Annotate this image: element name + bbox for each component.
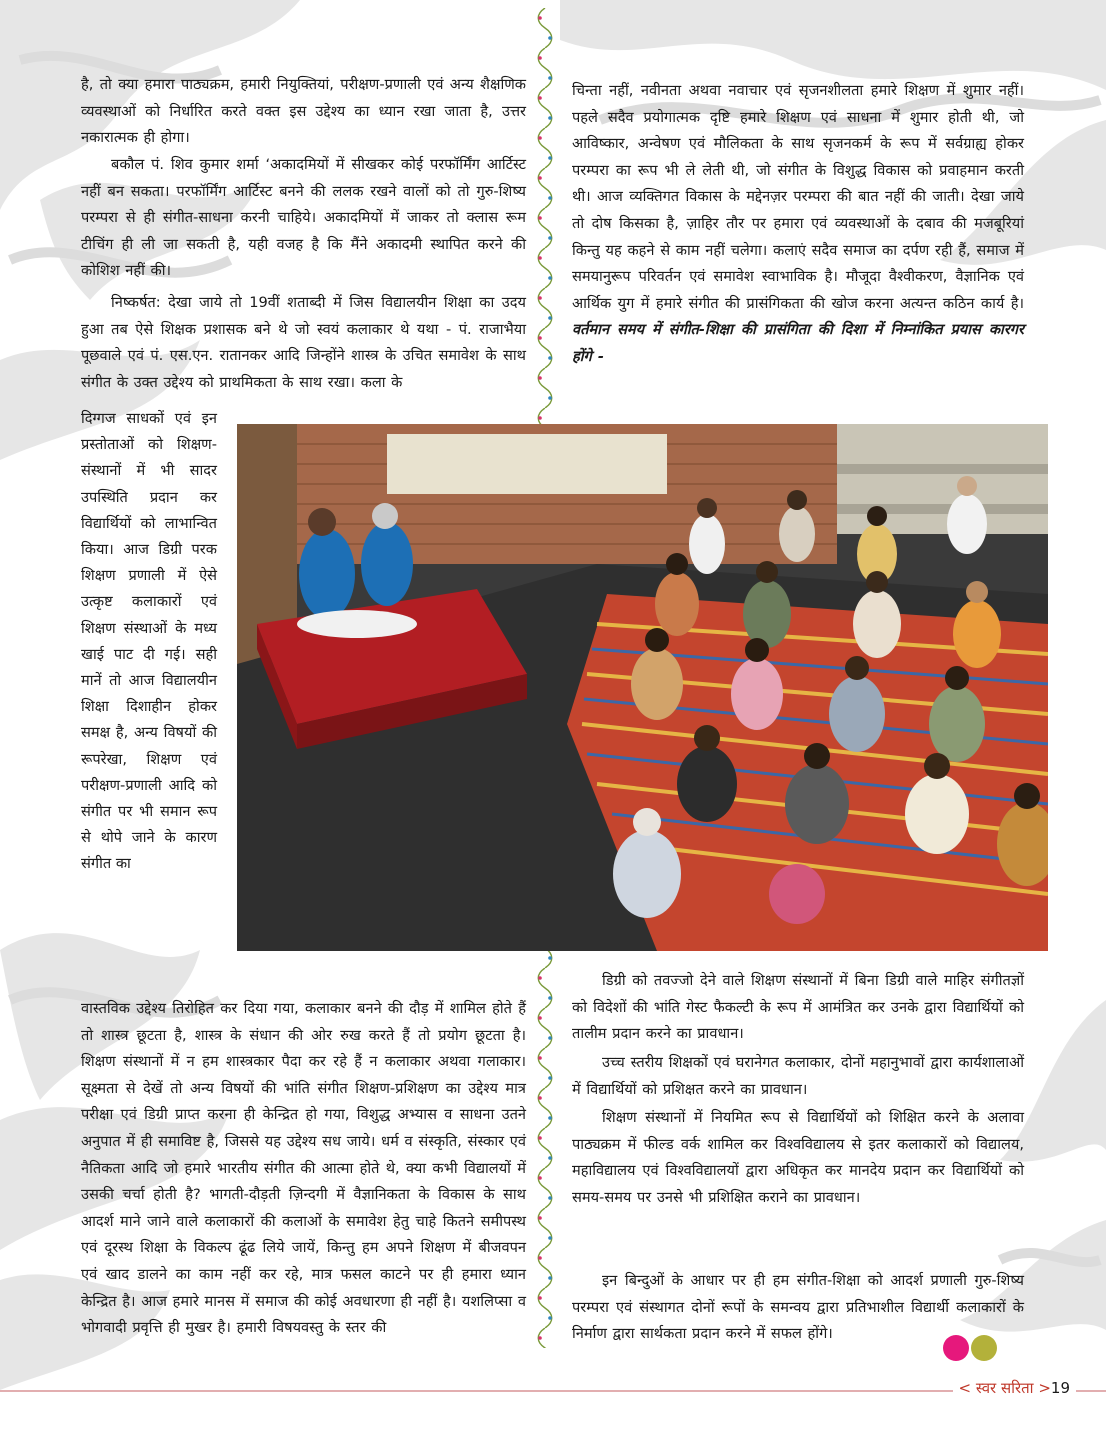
right-paragraph-5: इन बिन्दुओं के आधार पर ही हम संगीत-शिक्षा को आदर्श प्रणाली गुरु-शिष्य परम्परा एवं संस्थागत दोनों रूपों के समन्वय द्वारा प्रतिभाशील विद्यार्थी कलाकारों के निर्माण द्वारा सार्थकता प्रदान करने में सफल होंगे। [572,1272,1024,1343]
left-paragraph-2: बकौल पं. शिव कुमार शर्मा ‘अकादमियों में सीखकर कोई परफॉर्मिंग आर्टिस्ट नहीं बन सकता। परफॉर्मिंग आर्टिस्ट बनने की ललक रखने वालों को तो गुरु-शिष्य परम्परा से ही संगीत-साधना करनी चाहिये। अकादमियों में जाकर तो क्लास रूम टीचिंग ही ली जा सकती है, यही वजह है कि मैंने अकादमी स्थापित करने की कोशिश नहीं की। [81,156,526,280]
magazine-name: < स्वर सरिता > [958,1379,1051,1397]
footer-rule [0,1390,1106,1392]
concert-photo-illustration [237,424,1048,951]
right-paragraph-1-text: चिन्ता नहीं, नवीनता अथवा नवाचार एवं सृजनशीलता हमारे शिक्षण में शुमार नहीं। पहले सदैव प्रयोगात्मक दृष्टि हमारे शिक्षण एवं साधना में शुमार होती थी, जो आविष्कार, अन्वेषण एवं मौलिकता के साथ सृजनकर्म के रूप में सर्वग्राह्य होकर परम्परा का रूप भी ले लेती थी, जो संगीत के विशुद्ध विकास को प्रवाहमान करती थी। आज व्यक्तिगत विकास के मद्देनज़र परम्परा की बात नहीं की जाती। देखा जाये तो दोष किसका है, ज़ाहिर तौर पर हमारा एवं व्यवस्थाओं के दबाव की मजबूरियां किन्तु यह कहने से काम नहीं चलेगा। कलाएं सदैव समाज का दर्पण रही हैं, समाज में समयानुरूप परिवर्तन एवं समावेश स्वाभाविक है। मौजूदा वैश्वीकरण, वैज्ञानिक एवं आर्थिक युग में हमारे संगीत की प्रासंगिकता की खोज करना अत्यन्त कठिन कार्य है। [572,82,1024,312]
right-paragraph-1-emphasis: वर्तमान समय में संगीत-शिक्षा की प्रासंगिता की दिशा में निम्नांकित प्रयास कारगर होंगे - [572,321,1024,365]
left-paragraph-1: है, तो क्या हमारा पाठ्यक्रम, हमारी नियुक्तियां, परीक्षण-प्रणाली एवं अन्य शैक्षणिक व्यवस्थाओं को निर्धारित करते वक्त इस उद्देश्य का ध्यान रखा जाता है, उत्तर नकारात्मक ही होगा। [81,76,526,147]
page-footer [953,1376,1076,1400]
decorative-dots [942,1330,1002,1370]
right-paragraph-1 [572,78,1024,371]
left-paragraph-3: निष्कर्षत: देखा जाये तो 19वीं शताब्दी में जिस विद्यालयीन शिक्षा का उदय हुआ तब ऐसे शिक्षक प्रशासक बने थे जो स्वयं कलाकार थे यथा - पं. राजाभैया पूछवाले एवं पं. एस.एन. रातानकर आदि जिन्होंने शास्त्र के उचित समावेश के साथ संगीत के उक्त उद्देश्य को प्राथमिकता के साथ रखा। कला के [81,294,526,391]
left-paragraph-3-wrap: दिग्गज साधकों एवं इन प्रस्तोताओं को शिक्षण-संस्थानों में भी सादर उपस्थिति प्रदान कर विद्यार्थियों को लाभान्वित किया। आज डिग्री परक शिक्षण प्रणाली में ऐसे उत्कृष्ट कलाकारों एवं शिक्षण संस्थाओं के मध्य खाई पाट दी गई। सही मानें तो आज विद्यालयीन शिक्षा दिशाहीन होकर समक्ष है, अन्य विषयों की रूपरेखा, शिक्षण एवं परीक्षण-प्रणाली आदि को संगीत पर भी समान रूप से थोपे जाने के कारण संगीत का [81,410,217,873]
right-paragraph-3: उच्च स्तरीय शिक्षकों एवं घरानेगत कलाकार, दोनों महानुभावों द्वारा कार्यशालाओं में विद्यार्थियों को प्रशिक्षत करने का प्रावधान। [572,1054,1024,1098]
page-number: 19 [1050,1379,1070,1397]
right-paragraph-4: शिक्षण संस्थानों में नियमित रूप से विद्यार्थियों को शिक्षित करने के अलावा पाठ्यक्रम में फील्ड वर्क शामिल कर विश्वविद्यालय से इतर कलाकारों को विद्यालय, महाविद्यालय एवं विश्वविद्यालयों द्वारा अधिकृत कर मानदेय प्रदान कर विद्यार्थियों को समय-समय पर उनसे भी प्रशिक्षित कराने का प्रावधान। [572,1109,1024,1206]
right-paragraph-2: डिग्री को तवज्जो देने वाले शिक्षण संस्थानों में बिना डिग्री वाले माहिर संगीतज्ञों को विदेशों की भांति गेस्ट फैकल्टी के रूप में आमंत्रित कर उनके द्वारा विद्यार्थियों को तालीम प्रदान करने का प्रावधान। [572,972,1024,1043]
concert-photo [237,424,1048,951]
left-paragraph-4: वास्तविक उद्देश्य तिरोहित कर दिया गया, कलाकार बनने की दौड़ में शामिल होते हैं तो शास्त्र छूटता है, शास्त्र के संधान की ओर रुख करते हैं तो प्रयोग छूटता है। शिक्षण संस्थानों में न हम शास्त्रकार पैदा कर रहे हैं न कलाकार अथवा गलाकार। सूक्ष्मता से देखें तो अन्य विषयों की भांति संगीत शिक्षण-प्रशिक्षण का उद्देश्य मात्र परीक्षा एवं डिग्री प्राप्त करना ही केन्द्रित हो गया, विशुद्ध अभ्यास व साधना उतने अनुपात में ही समाविष्ट है, जिससे यह उद्देश्य सध जाये। धर्म व संस्कृति, संस्कार एवं नैतिकता आदि जो हमारे भारतीय संगीत की आत्मा होते थे, क्या कभी विद्यालयों में उसकी चर्चा होती है? भागती-दौड़ती ज़िन्दगी में वैज्ञानिकता के विकास के साथ आदर्श माने जाने वाले कलाकारों की कलाओं के समावेश हेतु चाहे कितने समीपस्थ एवं दूरस्थ शिक्षा के विकल्प ढूंढ लिये जायें, किन्तु हम अपने शिक्षण में बीजवपन एवं खाद डालने का काम नहीं कर रहे, मात्र फसल काटने पर ही हमारा ध्यान केन्द्रित है। आज हमारे मानस में समाज की कोई अवधारणा ही नहीं है। यशलिप्सा व भोगवादी प्रवृत्ति ही मुखर है। हमारी विषयवस्तु के स्तर की [81,1000,526,1337]
